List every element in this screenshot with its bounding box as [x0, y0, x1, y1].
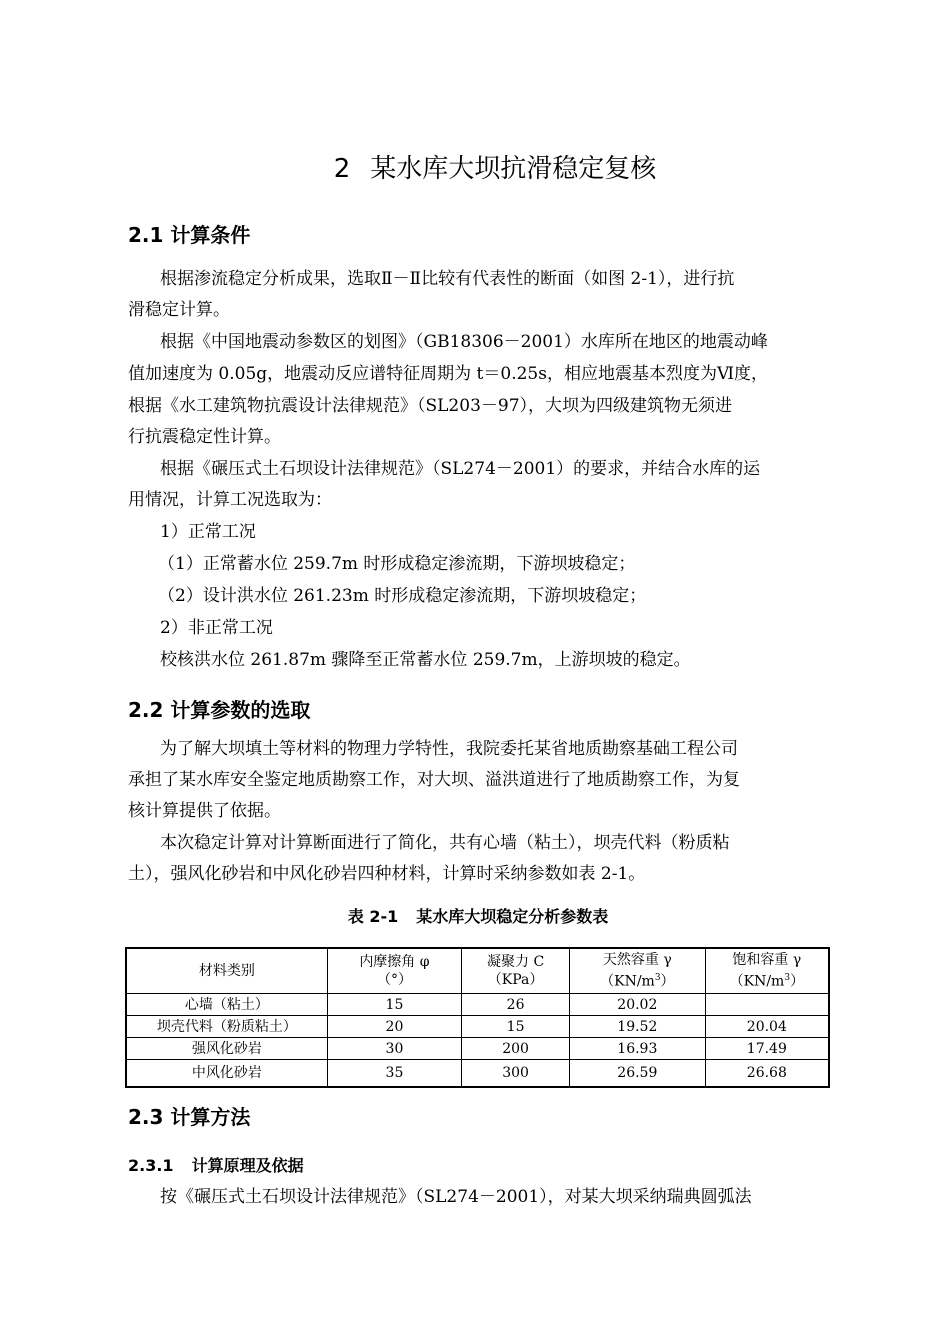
header-cohesion-unit: （KPa） [487, 972, 544, 988]
paragraph-line: 根据《碾压式土石坝设计法律规范》（SL274－2001）的要求，并结合水库的运 [160, 459, 761, 479]
unit-text: （KN/m [600, 973, 655, 990]
header-friction-label: 内摩擦角 φ [359, 954, 430, 970]
subsection-number: 2.3.1 [128, 1156, 174, 1175]
paragraph-line: 本次稳定计算对计算断面进行了简化，共有心墙（粘土），坝壳代料（粉质粘 [160, 833, 730, 853]
unit-close: ） [790, 973, 805, 990]
cell-friction: 15 [327, 994, 462, 1016]
chapter-title-text: 某水库大坝抗滑稳定复核 [370, 154, 657, 184]
paragraph-line: 值加速度为 0.05g，地震动反应谱特征周期为 t＝0.25s，相应地震基本烈度为Ⅵ度， [128, 364, 769, 384]
cell-cohesion: 200 [462, 1038, 570, 1060]
cell-cohesion: 26 [462, 994, 570, 1016]
paragraph-line: 校核洪水位 261.87m 骤降至正常蓄水位 259.7m，上游坝坡的稳定。 [160, 650, 691, 670]
section-2-3-heading: 2.3 计算方法 [128, 1105, 251, 1129]
subsection-title: 计算原理及依据 [191, 1156, 304, 1175]
cell-saturated: 17.49 [705, 1038, 829, 1060]
cell-material: 坝壳代料（粉质粘土） [126, 1016, 327, 1038]
cell-saturated [705, 994, 829, 1016]
section-2-1-heading: 2.1 计算条件 [128, 223, 251, 247]
header-cohesion [462, 948, 570, 994]
header-natural-unit [570, 969, 705, 991]
paragraph-line: 行抗震稳定性计算。 [128, 427, 281, 447]
header-material-label: 材料类别 [198, 963, 255, 979]
paragraph-line: 用情况，计算工况选取为： [128, 490, 332, 510]
cell-friction: 20 [327, 1016, 462, 1038]
paragraph-line: 根据渗流稳定分析成果，选取Ⅱ－Ⅱ比较有代表性的断面（如图 2-1），进行抗 [160, 269, 735, 289]
paragraph-line: 根据《中国地震动参数区的划图》（GB18306－2001）水库所在地区的地震动峰 [160, 332, 768, 352]
header-saturated-unit [706, 969, 828, 991]
cell-natural: 20.02 [569, 994, 705, 1016]
header-saturated-label: 饱和容重 γ [732, 952, 802, 969]
paragraph-line: 承担了某水库安全鉴定地质勘察工作，对大坝、溢洪道进行了地质勘察工作，为复 [128, 770, 740, 790]
cell-natural: 26.59 [569, 1060, 705, 1088]
header-cohesion-label: 凝聚力 C [487, 954, 545, 970]
header-material [126, 948, 327, 994]
cell-material: 中风化砂岩 [126, 1060, 327, 1088]
paragraph-line: 土），强风化砂岩和中风化砂岩四种材料，计算时采纳参数如表 2-1。 [128, 864, 646, 884]
paragraph-line: 核计算提供了依据。 [128, 801, 281, 821]
cell-saturated: 20.04 [705, 1016, 829, 1038]
table-caption-number: 表 2-1 [347, 907, 399, 926]
unit-superscript: 3 [654, 973, 661, 984]
list-item: 1）正常工况 [160, 522, 256, 542]
table-caption-title: 某水库大坝稳定分析参数表 [416, 907, 609, 926]
cell-material: 心墙（粘土） [126, 994, 327, 1016]
paragraph-line: 根据《水工建筑物抗震设计法律规范》（SL203－97），大坝为四级建筑物无须进 [128, 396, 733, 416]
table-row [126, 994, 829, 1016]
list-item: （2）设计洪水位 261.23m 时形成稳定渗流期，下游坝坡稳定； [158, 586, 647, 606]
table-row [126, 1016, 829, 1038]
cell-friction: 30 [327, 1038, 462, 1060]
table-caption [0, 904, 950, 927]
list-item: 2）非正常工况 [160, 618, 273, 638]
table-row [126, 1038, 829, 1060]
paragraph-line: 滑稳定计算。 [128, 300, 230, 320]
table-header-row [126, 948, 829, 994]
header-friction-unit: （°） [376, 972, 412, 988]
unit-close: ） [660, 973, 675, 990]
unit-text: （KN/m [729, 973, 785, 990]
list-item: （1）正常蓄水位 259.7m 时形成稳定渗流期，下游坝坡稳定； [158, 554, 636, 574]
table-row [126, 1060, 829, 1088]
header-natural-label: 天然容重 γ [602, 952, 672, 969]
paragraph-line: 按《碾压式土石坝设计法律规范》（SL274－2001），对某大坝采纳瑞典圆弧法 [160, 1187, 752, 1207]
chapter-number: 2 [333, 154, 351, 184]
section-2-2-heading: 2.2 计算参数的选取 [128, 698, 311, 722]
header-saturated-weight [705, 948, 829, 994]
unit-superscript: 3 [784, 973, 791, 984]
subsection-2-3-1-heading [128, 1153, 304, 1176]
cell-cohesion: 300 [462, 1060, 570, 1088]
parameter-table [125, 947, 830, 1088]
cell-natural: 19.52 [569, 1016, 705, 1038]
cell-cohesion: 15 [462, 1016, 570, 1038]
cell-friction: 35 [327, 1060, 462, 1088]
cell-saturated: 26.68 [705, 1060, 829, 1088]
cell-material: 强风化砂岩 [126, 1038, 327, 1060]
header-natural-weight [569, 948, 705, 994]
header-friction [327, 948, 462, 994]
paragraph-line: 为了解大坝填土等材料的物理力学特性，我院委托某省地质勘察基础工程公司 [160, 739, 738, 759]
chapter-title [0, 148, 950, 185]
cell-natural: 16.93 [569, 1038, 705, 1060]
